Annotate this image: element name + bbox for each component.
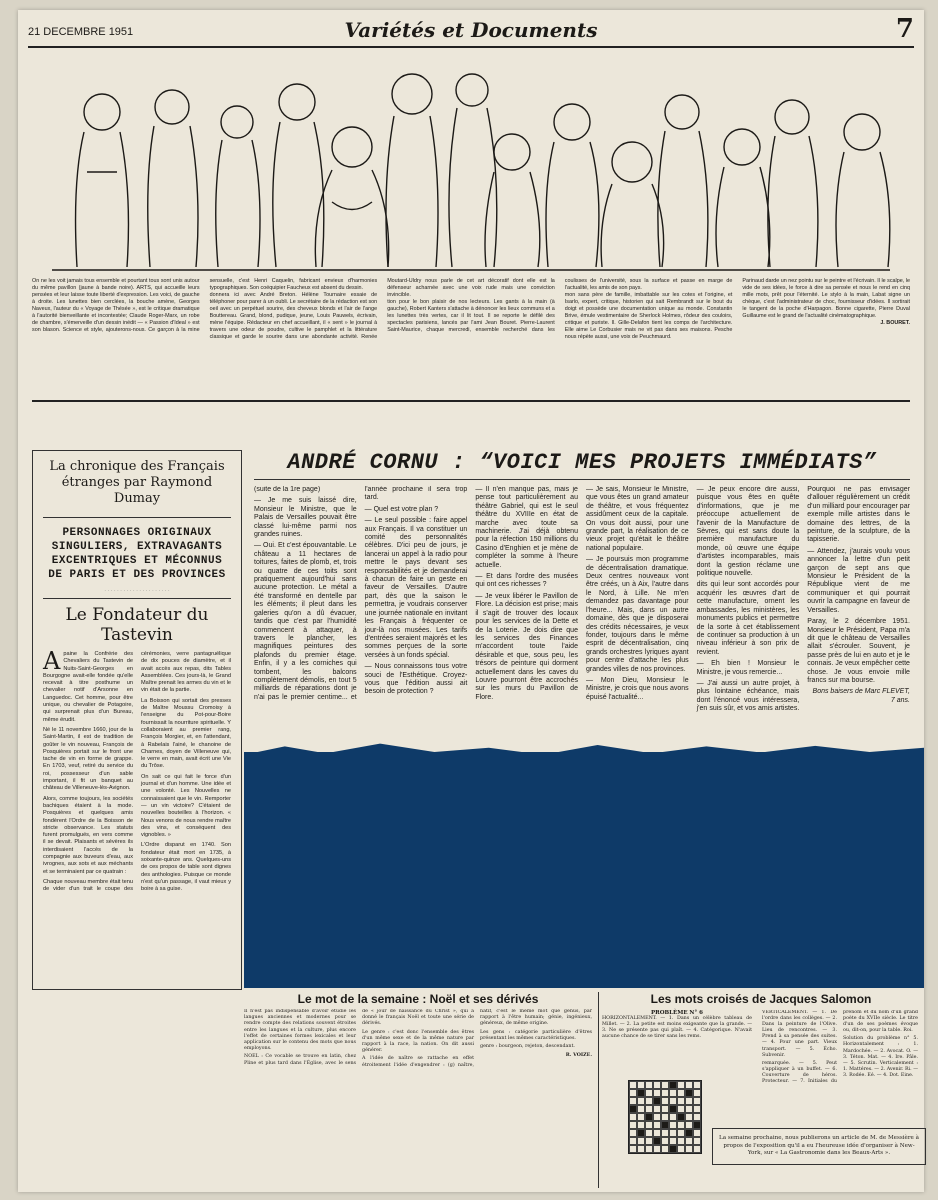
caricature-figure-1 xyxy=(76,94,129,267)
interview-paragraph: dits qui leur sont accordés pour acquérir les œuvres d'art de cette manufacture, ornent les ambassades, les ministères, les monuments publics et permettre de la sorte à cet établissement de continuer sa production à un niveau inférieur à son prix de revient. xyxy=(696,581,800,656)
article-paragraph: Alors, comme toujours, les sociétés bachiques étaient à la mode. Posquières et quelques amis fondèrent l'Ordre de la Boisson de stricte observance. Les statuts furent promulgués, en vers comme il se devait. Plaisants et sévères ils interdisaient l'accès de la compagnie aux buveurs d'eau, aux ivrognes, aux sots et aux méchants et se terminaient par ce quatrain : xyxy=(43,795,133,875)
word-signature: R. VOIZE. xyxy=(565,1052,592,1059)
article-title: Le Fondateur du Tastevin xyxy=(65,605,209,645)
interview-paragraph: — Attendez, j'aurais voulu vous annoncer la lettre d'un petit garçon de sept ans que Monsieur le Président de la République vient de me communiquer et qui pourrait ouvrir la campagne en faveur de Versailles. xyxy=(807,547,910,614)
caricature-figure-14 xyxy=(836,114,890,267)
crossword-grid xyxy=(628,1080,702,1154)
horizontal-clues: HORIZONTALEMENT. — 1. Dans un célèbre tableau de Millet. — 2. La petite est moins exigeante que la grande. — 3. Ne se présente pas qui plaît. — 4. Catégorique. N'avait aucune chance de se tirer sans les rems. xyxy=(602,1016,752,1040)
interview-paragraph: Paray, le 2 décembre 1951. Monsieur le Président, Papa m'a dit que le château de Versailles allait s'écrouler. Souvent, je passe près de lui en auto et je le connais. Je veux empêcher cette chose. Je vous envoie mille francs sur ma bourse. xyxy=(807,618,910,684)
decorative-strip: · · · · · · · · · · · · · · · · · · · · · xyxy=(43,588,231,599)
word-paragraph: genre : bourgeon, rejeton, descendant. xyxy=(480,1044,575,1050)
caricature-figure-10 xyxy=(601,142,664,267)
interview-paragraph: — Je me suis laissé dire, Monsieur le Ministre, que le Palais de Versailles pouvait être classé lui-même parmi nos grandes ruines. xyxy=(254,497,357,539)
chronicle-box xyxy=(32,450,242,990)
interview-paragraph: — Et dans l'ordre des musées qui ont ces richesses ? xyxy=(475,573,578,589)
caption-paragraph: tion pour le bon plaisir de nos lecteurs. Les gants à la main (à gauche), Robert Kanters s'attache à dénoncer les lieux communs et a les lunettes très vertes, car il lit tout. Il se reporte le défilé des spectacles parisiens, lancés par l'ami Jean Bouret. Pierre-Laurent Saint-Maurice, chaque mercredi, ensemble recherché dans les coulisses de l'université, sous la surface et passe en marge de l'actualité, les amis de son pays. xyxy=(387,278,733,333)
word-of-week-title: Le mot de la semaine : Noël et ses dérivés xyxy=(297,992,539,1006)
word-of-week xyxy=(244,992,599,1188)
caricature-figure-6 xyxy=(386,74,438,267)
page-header xyxy=(28,16,914,48)
word-of-week-body xyxy=(244,1009,592,1179)
article-paragraph: On sait ce qui fait le force d'un journal et d'un homme. Une idée et une volonté. Les Nouvelles ne connaissaient que le vin. Remporter — un vin victoire? C'étaient de nouvelles bouteilles à l'horizon. « Nous venons de nous rendre maître des vins, et conséquent des vignobles. » xyxy=(141,773,231,839)
caption-paragraph: mon sans père de famille, imbattable sur les cotes et l'origine, et Isarlo, expert, critique, historien qui sait Rembrandt sur le bout du doigt et possède une documentation unique au monde. Constantin Brive, émule vestimentaire de Sherlock Holmes, rôdeur des couloirs, critique et puriste. Il. Gille-Delafon tient les comps de l'architecture. Elle aime Le Corbusier mais ne vit pas dans ses maisons. Pesche nous répète aussi, une voix de Peuchmaurd. xyxy=(564,292,733,340)
previous-solution: Solution du problème n° 5. Horizontalement : 1. Mardochée. — 2. Avocat. O. — 3. Téton. Mat. — 4. Ire. Pâle. — 5. Scrutin. Verticalement : 1. Mattéres. — 2. Avenir. Ri. — 3. Rodée. Eé. — 4. Dot. Eine. xyxy=(843,1036,918,1078)
vertical-clues: VERTICALEMENT. — 1. De l'ordre dans les collèges. — 2. Dans la peinture de l'Olive. Lieu de rencontres. — 3. Prend à sa pensée des suites. — 4. Pour une part. Vieux transport. — 5. Écho. Subvenir. xyxy=(762,1010,837,1058)
issue-date: 21 DECEMBRE 1951 xyxy=(28,26,134,38)
cartoon-caption xyxy=(32,278,910,402)
caricature-figure-8 xyxy=(485,134,540,267)
crossword-section xyxy=(602,992,920,1188)
page-number: 7 xyxy=(895,14,914,44)
article-paragraph: La Boisson qui sortait des presses de Maître Moussu Cromoisy à l'enseigne du Pot-pour-Boire fournissait la nourriture spirituelle. Y collaboraient au premier rang, François Morgier, et, en l'attendant, à Rabelais l'ainé, le chanoine de Charnes, doyen de Villeneuve qui, le verre en main, avait écrit une Vie du Trôse. xyxy=(141,697,231,770)
interview-paragraph: — Je veux libérer le Pavillon de Flore. La décision est prise; mais il s'agit de trouver des locaux pour les services de la Dette et de la Loterie. Je dois dire que les services des Finances m'accordent toute l'aide désirable et que, sous peu, les trésors de peinture qui dorment actuellement dans les caves du Louvre pourront être accrochés sur les murs du Pavillon de Flore. xyxy=(475,592,578,701)
caption-paragraph: Parinaud darde un nez pointu sur le peintre et l'écrivain. Il le scalpe, le vide de ses idées, le force à dire sa pensée et nous le rend en cinq mille mots, prêt pour l'éternité. Le stylo à la main, Labat signe un chèque, c'est l'administrateur de choc, fournisseur d'idées. Il sortirait le tangent de la poche d'Harpagon. Bonne cigarette, Pierre Duval Guillaume est le grand de l'actualité cinématographique. xyxy=(742,278,910,319)
caricature-figure-11 xyxy=(658,95,708,267)
interview-paragraph: — Quel est votre plan ? xyxy=(364,505,439,513)
crossword-more-clues xyxy=(762,1010,918,1110)
word-paragraph: Les gens : catégorie particulière d'êtres présentant les mêmes caractéristiques. xyxy=(480,1029,592,1041)
caricature-figure-5 xyxy=(315,127,388,267)
interview-paragraph: — Eh bien ! Monsieur le Ministre, je vous remercie... xyxy=(696,660,800,676)
interview-paragraph: — Il n'en manque pas, mais je pense tout particulièrement au théâtre Gabriel, qui est le seul théâtre du XVIIIe en état de marche avec toute sa machinerie. J'ai déjà obtenu pour la réfection 150 millions du Casino d'Enghien et je mène de compléter la somme à l'heure actuelle. xyxy=(475,486,578,569)
chronicle-body xyxy=(43,647,231,895)
interview-paragraph: — Nous connaissons tous votre souci de l'Esthétique. Croyez-vous que l'édition aussi ait besoin de protection ? xyxy=(364,663,468,696)
lower-section xyxy=(244,988,924,1192)
interview-paragraph: — Je peux encore dire aussi, puisque vous êtes en quête d'informations, que je me préoccupe actuellement de l'avenir de la Manufacture de Sèvres, qui est sans doute la première manufacture du monde, où œuvre une équipe d'artistes incomparables, mais dont la gestion réclame une politique nouvelle. xyxy=(696,486,800,578)
caption-paragraph: On ne les voit jamais tous ensemble et pourtant tous sont unis autour du même pavillon (jaune à bande noire). ARTS, qui accueille leurs pensées et leur laisse toute liberté d'expression. Les voici, de gauche à droite. Les lunettes bien cerclées, la bouche amène, Georges Naveux, l'auteur du « Voyage de Thésée », est le critique dramatique à l'autorité bienveillante et incontestée; Claude Roger-Marx, un robe de chambre, s'émerveille d'un dessin inédit — « Passion d'Ideal » est son blason. Science et style, ajouterons-nous. Ce garçon à la mine sensuelle, c'est Henri Caquelin, fabricant envieux d'harmonies typographiques. Son coéquipier Faucheux est absent du dessin. xyxy=(32,278,378,333)
caricature-figure-2 xyxy=(148,90,198,267)
interview-paragraph: (suite de la 1re page) xyxy=(254,486,321,493)
drop-cap: A xyxy=(43,647,61,675)
article-paragraph: L'Ordre disparut en 1740. Son fondateur était mort en 1735, à soixante-quinze ans. Quelques-uns de ces propos de table sont dignes des anthologies. Puisque ce monde n'est qu'un passage, il vaut mieux y boire à sa guise. xyxy=(141,842,231,893)
interview-paragraph: — J'ai aussi un autre projet, à plus lointaine échéance, mais dont l'énoncé vous intéressera, j'en suis sûr, et vos amis artistes. Pourquoi ne pas envisager d'allouer régulièrement un crédit d'un milliard pour encourager par exemple mille artistes dans le domaine des lettres, de la peinture, de la sculpture, de la tapisserie. xyxy=(696,486,910,713)
article-paragraph: Né le 11 novembre 1660, jour de la Saint-Martin, il est de tradition de goûter le vin nouveau, François de Posquières portait sur le front une tache de vin en forme de grappe. En 1703, veuf, retiré du service du roi, possesseur d'un sable important, il fit un banquet au château de Villeneuve-lès-Avignon. xyxy=(43,726,133,792)
interview-paragraph: — Je sais, Monsieur le Ministre, que vous êtes un grand amateur de théâtre, et vous fréquentez assidûment ceux de la capitale. On vous doit aussi, pour une grande part, la réalisation de ce vieux projet qu'était le théâtre national populaire. xyxy=(585,486,689,552)
interview-body xyxy=(254,486,910,778)
caricature-figure-13 xyxy=(768,100,818,267)
chronicle-kicker: PERSONNAGES ORIGINAUX SINGULIERS, EXTRAVAGANTS EXCENTRIQUES ET MÉCONNUS DE PARIS ET DES PROVINCES xyxy=(43,517,231,582)
interview-paragraph: — Oui. Et c'est épouvantable. Le château a 11 hectares de toitures, faites de plomb, et, trois ou quatre de ces toits sont pratiquement aujourd'hui sans aucune protection. Le métal a été transformé en dentelle par les éléments; il pleut dans les galeries qu'on a dû évacuer, tandis que c'est par l'humidité commencent à attaquer, à travers le plancher, les magnifiques peintures des plafonds du premier étage. Enfin, il y a les corniches qui tombent, les balcons complètement démolis, en tout 5 milliards de réparations dont je n'ai pas le premier centime... et l'année prochaine il sera trop tard. xyxy=(254,486,468,701)
crossword-title: Les mots croisés de Jacques Salomon xyxy=(650,992,872,1006)
crossword-clues xyxy=(602,1010,752,1040)
interview-signature: Bons baisers de Marc FLEVET, 7 ans. xyxy=(812,688,910,704)
chronicle-heading: La chronique des Français étranges par Raymond Dumay xyxy=(49,459,225,506)
caricature-figure-9 xyxy=(546,104,599,267)
section-title: Variétés et Documents xyxy=(344,18,598,42)
article-paragraph: Chaque nouveau membre était tenu de vider d'un trait le coupe des cérémonies, verre pantagruélique de dix pouces de diamètre, et il avait accès aux repas, dits Tables Assemblées. Ces jours-là, le Grand Maître prenait les armes du vin et le vin était de la partie. xyxy=(43,651,231,893)
word-paragraph: Le genre : c'est donc l'ensemble des êtres d'un même sexe et de la même nature par rapport à la race, la nation. On dit aussi générer. xyxy=(362,1029,474,1054)
word-paragraph: Il n'est pas indispensable d'avoir étudié les langues anciennes et modernes pour se rendre compte des relations souvent étroites entre les langues et la culture, plus encore l'effet de certaines formes lexicales et leur application sur le contenu des mots que nous employons. xyxy=(244,1009,356,1052)
interview-headline: ANDRÉ CORNU : “VOICI MES PROJETS IMMÉDIATS” xyxy=(254,450,910,480)
clue-continuation: remarquée. — 5. Peut s'appliquer à un buffet. — 6. Couverture de héros. Protecteur. — 7. Initiales du prénom et du nom d'un grand poète du XVIIe siècle. Le titre d'un de ses poèmes évoque ou, dit-on, pour la table. Roi. xyxy=(762,1010,918,1085)
newspaper-page xyxy=(18,10,924,1192)
caricature-figure-7 xyxy=(449,74,497,267)
problem-number: PROBLÈME N° 6 xyxy=(651,1010,703,1016)
next-week-note: La semaine prochaine, nous publierons un article de M. de Messière à propos de l'exposition qu'il a eu l'heureuse idée d'organiser à New-York, sur « La Gastronomie dans les Beaux-Arts ». xyxy=(712,1128,926,1165)
word-paragraph: NOEL : Ce vocable se trouve en latin, chez Pline et plus tard dans l'Église, avec le sens de « jour de naissance du Christ », qui a donné le français Noël et toute une série de dérivés. xyxy=(244,1009,474,1066)
caption-paragraph: donnera ici avec André Breton. Hélène Tournaire essaie de téléphoner pour parer à un oubli. Le secrétaire de la rédaction est son oeil avec un perpétuel sourire, des cheveux blonds et l'air de l'ange Bouttereau. Grand, blond, pudique, jeune, Louis Pauwels, écrivain, mène l'équipe. Rédacteur en chef accueillant, il « sent » le journal à travers une odeur de poudre, cultive le pamphlet et la littérature classique et garde le sourire dans une abondante activité. Renée Moutard-Uldry nous parle de cet art décoratif dont elle est la défenseur acharnée avec une voix rude mais une conviction invincible. xyxy=(209,278,555,340)
interview-paragraph: — Mon Dieu, Monsieur le Ministre, je crois que nous avons épuisé l'actualité... xyxy=(585,676,689,701)
caricature-figure-3 xyxy=(216,106,260,267)
interview-paragraph: — Je poursuis mon programme de décentralisation dramatique. Deux centres nouveaux vont être créés, un à Aix, l'autre dans le Nord, à Lille. Ne m'en demandez pas davantage pour l'heure... Mais, dans un autre domaine, dès que je disposerai des crédits nécessaires, je veux fonder, toujours dans le même esprit de décentralisation, cinq grands orchestres lyriques ayant pour centre d'attache les plus grandes villes de nos provinces. xyxy=(585,556,689,673)
caricature-drawing xyxy=(32,52,910,276)
interview-paragraph: — Le seul possible : faire appel aux Français. Il va constituer un comité des personnalités célèbres. D'ici peu de jours, je lancerai un appel à la radio pour mettre le pays devant ses responsabilités et je demanderai à chacun de faire un geste en faveur de Versailles. D'autre part, dès que la saison le permettra, je voudrais conserver une journée nationale en invitant les Français à fréquenter ce jour-là nos musées. Les tarifs d'entrées seraient majorés et les sommes perçues de la sorte versées à un fonds spécial. xyxy=(364,517,468,659)
cornu-interview xyxy=(254,450,910,780)
word-paragraph: A l'idée de naître se rattache en effet étroitement l'idée d'engendrer : (g) naître, natif, c'est le même mot que genus, par rapport à l'être humain; génie, ingénieux, généreux, de même origine. xyxy=(362,1009,592,1068)
caricature-figure-12 xyxy=(716,129,770,267)
caption-signature: J. BOURET. xyxy=(880,320,910,326)
article-paragraph: Apaine la Confrérie des Chevaliers du Tastevin de Nuits-Saint-Georges en Bourgogne avait-elle fondée qu'elle recevait à titre posthume un chevalier notif d'Arsonne en Languedoc. Cet homme, pour être unique, ou chevalier de Potagoire, qui surprenait plus d'un Bureau, même érudit. xyxy=(43,647,133,723)
ink-stain xyxy=(244,752,924,988)
